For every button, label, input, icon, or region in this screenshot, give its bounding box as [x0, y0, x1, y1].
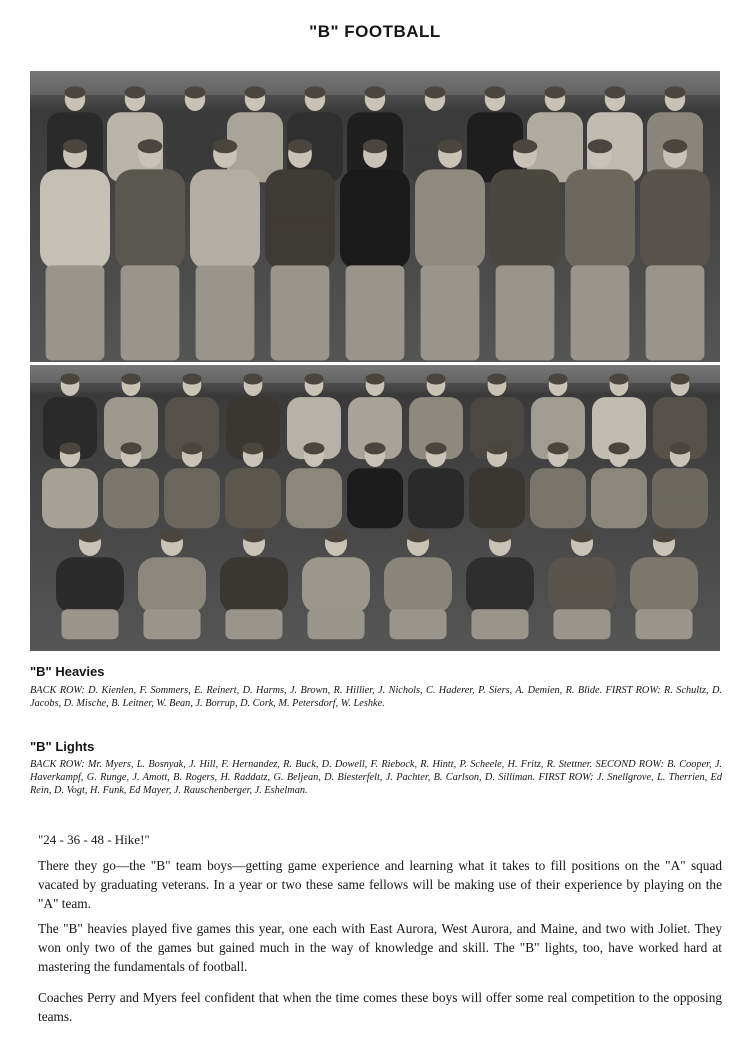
lights-heading: "B" Lights: [30, 739, 95, 754]
body-paragraph: The "B" heavies played five games this year, one each with East Aurora, West Aurora, and Maine, and two with Joliet. They won only two of the games but gained much in the way of knowledge and skill. The "B" lights, too, have worked hard at mastering the fundamentals of football.: [38, 921, 722, 974]
body-paragraph: Coaches Perry and Myers feel confident that when the time comes these boys will offer some real competition to the opposing teams.: [38, 990, 722, 1024]
lights-team-photo: [30, 365, 720, 651]
body-paragraph: There they go—the "B" team boys—getting game experience and learning what it takes to fill positions on the "A" squad vacated by graduating veterans. In a year or two these same fellows will be making use of their experience by playing on the "A" team.: [38, 858, 722, 911]
player-figure: [640, 139, 710, 360]
chant-line: "24 - 36 - 48 - Hike!": [38, 832, 150, 847]
heavies-heading: "B" Heavies: [30, 664, 105, 679]
player-figure: [40, 139, 110, 360]
player-figure: [115, 139, 185, 360]
player-figure: [490, 139, 560, 360]
player-figure: [190, 139, 260, 360]
page-title: "B" FOOTBALL: [309, 22, 441, 41]
heavies-roster: BACK ROW: D. Kienlen, F. Sommers, E. Reinert, D. Harms, J. Brown, R. Hillier, J. Nichols, C. Haderer, P. Siers, A. Demien, R. Blide. FIRST ROW: R. Schultz, D. Jacobs, D. Mische, B. Leitner, W. Bean, J. Borrup, D. Cork, M. Petersdorf, W. Leshke.: [30, 685, 722, 709]
heavies-team-photo: [30, 71, 720, 362]
player-figure: [565, 139, 635, 360]
lights-roster: BACK ROW: Mr. Myers, L. Bosnyak, J. Hill, F. Hernandez, R. Buck, D. Dowell, F. Riebock, R. Hintt, P. Scheele, H. Fritz, R. Stettner. SECOND ROW: B. Cooper, J. Haverkampf, G. Runge, J. Amott, B. Rogers, H. Raddatz, G. Beljean, D. Biesterfelt, J. Pachter, B. Carlson, D. Silliman. FIRST ROW: J. Snellgrove, L. Therrien, Ed Rein, D. Vogt, H. Funk, Ed Mayer, J. Rauschenberger, J. Eshelman.: [30, 759, 722, 796]
player-figure: [415, 139, 485, 360]
player-figure: [265, 139, 335, 360]
player-figure: [340, 139, 410, 360]
